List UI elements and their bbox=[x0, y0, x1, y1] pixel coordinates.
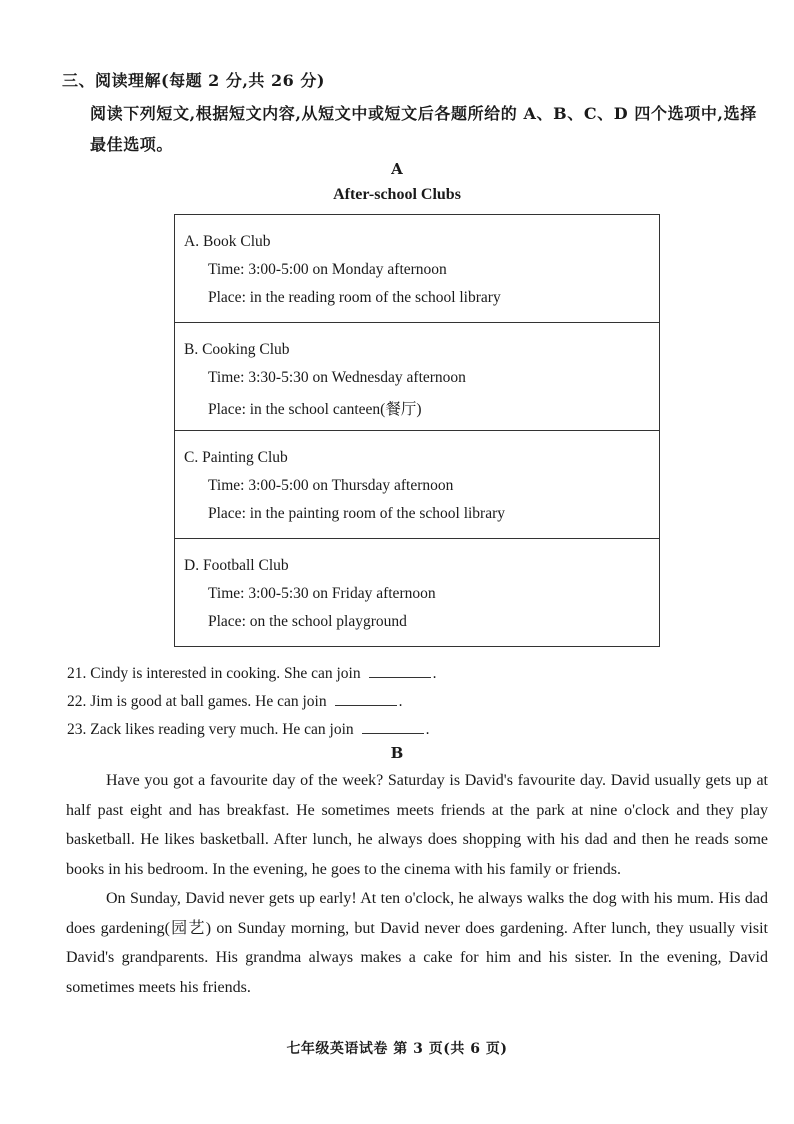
answer-blank bbox=[362, 719, 424, 734]
club-name: A. Book Club bbox=[184, 233, 271, 250]
club-row-painting bbox=[175, 431, 659, 539]
club-place: Place: in the reading room of the school library bbox=[208, 289, 501, 306]
club-name: D. Football Club bbox=[184, 557, 289, 574]
question-text: 21. Cindy is interested in cooking. She can join bbox=[67, 665, 361, 682]
clubs-table bbox=[174, 214, 660, 647]
club-row-football bbox=[175, 539, 659, 647]
club-name: B. Cooking Club bbox=[184, 341, 290, 358]
club-place: Place: in the painting room of the school library bbox=[208, 505, 506, 522]
clubs-table-title: After-school Clubs bbox=[333, 186, 461, 203]
club-place: Place: in the school canteen(餐厅) bbox=[208, 401, 422, 418]
question-23 bbox=[67, 719, 430, 739]
club-row-cooking bbox=[175, 323, 659, 431]
passage-paragraph: Have you got a favourite day of the week? Saturday is David's favourite day. David usually gets up at half past eight and has breakfast. He sometimes meets friends at the park at nine o'clock and they play basketball. He likes basketball. After lunch, he always does shopping with his dad and then he reads some books in his bedroom. In the evening, he goes to the cinema with his family or friends. bbox=[66, 772, 768, 878]
question-21 bbox=[67, 663, 436, 683]
answer-blank bbox=[369, 663, 431, 678]
passage-b-letter: B bbox=[390, 744, 404, 762]
club-row-book bbox=[175, 215, 659, 323]
club-time: Time: 3:00-5:00 on Thursday afternoon bbox=[208, 477, 454, 494]
passage-paragraph: On Sunday, David never gets up early! At ten o'clock, he always walks the dog with his mum. His dad does gardening(园艺) on Sunday morning, but David never does gardening. After lunch, they usually visit David's grandparents. His grandma always makes a cake for him and his sister. In the evening, David sometimes meets his friends. bbox=[66, 890, 768, 996]
club-time: Time: 3:00-5:00 on Monday afternoon bbox=[208, 261, 447, 278]
section-title: 三、阅读理解(每题 2 分,共 26 分) bbox=[62, 71, 325, 90]
club-name: C. Painting Club bbox=[184, 449, 288, 466]
question-text: 23. Zack likes reading very much. He can join bbox=[67, 721, 354, 738]
section-instructions: 阅读下列短文,根据短文内容,从短文中或短文后各题所给的 A、B、C、D 四个选项中,选择最佳选项。 bbox=[90, 104, 757, 154]
club-time: Time: 3:00-5:30 on Friday afternoon bbox=[208, 585, 436, 602]
question-period: . bbox=[398, 693, 403, 710]
question-22 bbox=[67, 691, 402, 711]
question-period: . bbox=[425, 721, 430, 738]
question-text: 22. Jim is good at ball games. He can join bbox=[67, 693, 327, 710]
question-period: . bbox=[432, 665, 437, 682]
passage-b-text bbox=[66, 766, 768, 1002]
page-footer: 七年级英语试卷 第 3 页(共 6 页) bbox=[286, 1041, 508, 1057]
passage-a-letter: A bbox=[391, 160, 403, 178]
club-place: Place: on the school playground bbox=[208, 613, 407, 630]
answer-blank bbox=[335, 691, 397, 706]
club-time: Time: 3:30-5:30 on Wednesday afternoon bbox=[208, 369, 466, 386]
